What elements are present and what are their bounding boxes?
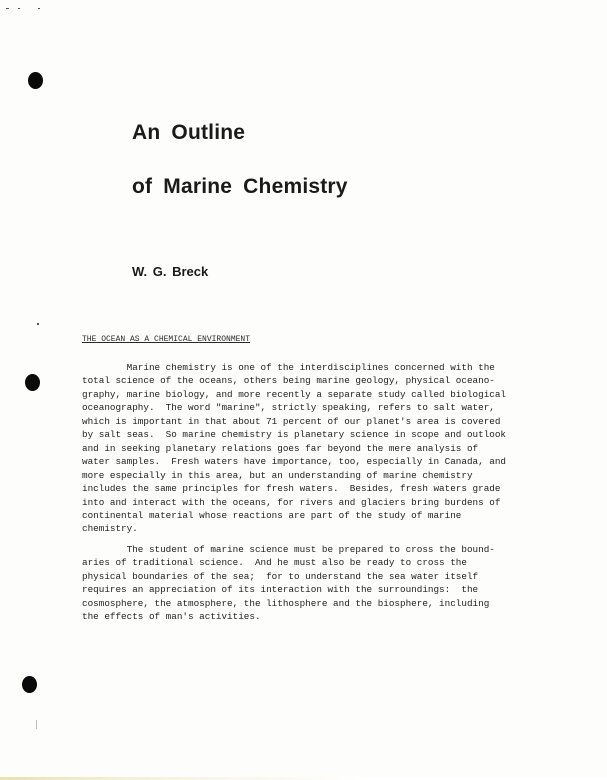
text-line: aries of traditional science. And he must also be ready to cross the <box>82 557 467 569</box>
text-line: continental material whose reactions are part of the study of marine <box>82 509 462 521</box>
paragraph-1 <box>82 361 507 536</box>
text-line: and in seeking planetary relations goes far beyond the mere analysis of <box>82 442 479 454</box>
text-line: includes the same principles for fresh waters. Besides, fresh waters grade <box>82 483 501 495</box>
binder-hole-middle <box>25 374 40 391</box>
document-title-line-1: An Outline <box>132 121 246 144</box>
text-line: total science of the oceans, others being marine geology, physical oceano- <box>82 375 495 387</box>
document-title-line-2: of Marine Chemistry <box>132 175 348 198</box>
text-line: by salt seas. So marine chemistry is planetary science in scope and outlook <box>82 429 507 441</box>
text-line: which is important in that about 71 percent of our planet's area is covered <box>82 415 501 427</box>
author-name: W. G. Breck <box>132 264 209 279</box>
scan-speck <box>6 8 9 9</box>
scan-speck <box>36 720 37 729</box>
binder-hole-top <box>28 72 43 89</box>
section-heading: THE OCEAN AS A CHEMICAL ENVIRONMENT <box>82 335 251 344</box>
text-line: Marine chemistry is one of the interdisciplines concerned with the <box>82 362 495 373</box>
scan-speck <box>38 8 40 9</box>
text-line: graphy, marine biology, and more recently a separate study called biological <box>82 388 507 400</box>
paragraph-2 <box>82 543 502 624</box>
text-line: the effects of man's activities. <box>82 611 261 623</box>
text-line: The student of marine science must be prepared to cross the bound- <box>82 544 495 555</box>
text-line: physical boundaries of the sea; for to understand the sea water itself <box>82 570 479 582</box>
text-line: into and interact with the oceans, for rivers and glaciers bring burdens of <box>82 496 501 508</box>
text-line: oceanography. The word "marine", strictly speaking, refers to salt water, <box>82 402 495 414</box>
scan-speck <box>37 323 39 325</box>
text-line: water samples. Fresh waters have importance, too, especially in Canada, and <box>82 456 507 468</box>
binder-hole-bottom <box>22 676 37 693</box>
text-line: more especially in this area, but an understanding of marine chemistry <box>82 469 473 481</box>
text-line: chemistry. <box>82 523 138 535</box>
text-line: cosmosphere, the atmosphere, the lithosphere and the biosphere, including <box>82 597 490 609</box>
scan-speck <box>18 8 20 9</box>
text-line: requires an appreciation of its interaction with the surroundings: the <box>82 584 479 596</box>
